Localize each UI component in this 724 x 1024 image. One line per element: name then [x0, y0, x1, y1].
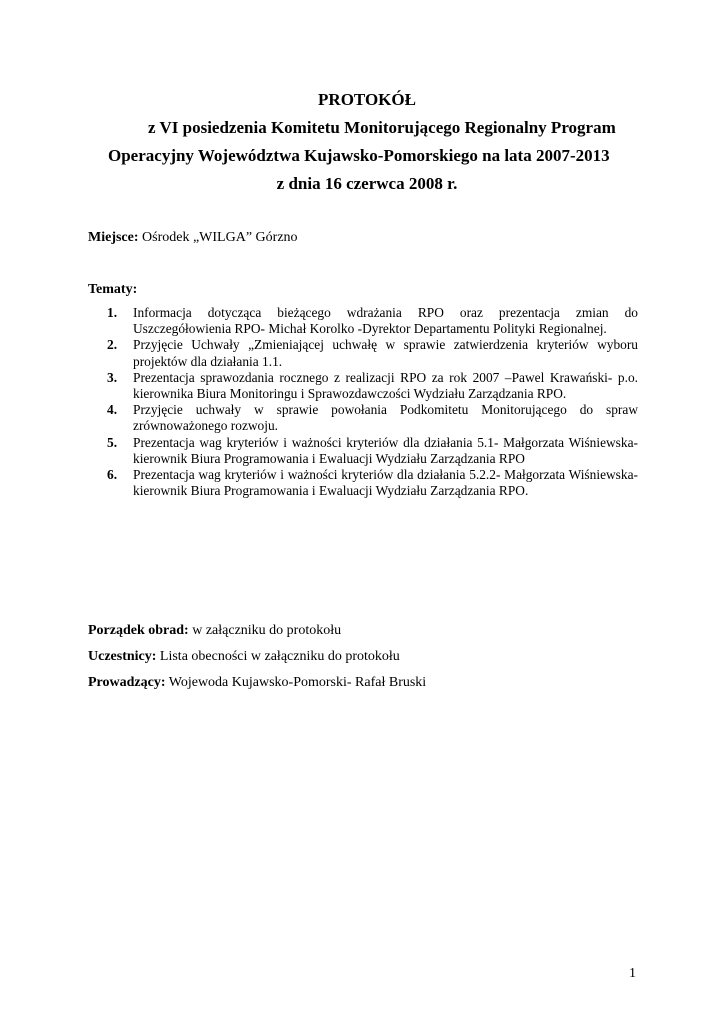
page-number: 1	[629, 966, 636, 981]
topic-number: 4.	[107, 402, 118, 418]
topic-number: 3.	[107, 369, 118, 385]
chair-label: Prowadzący:	[88, 675, 166, 690]
place-label: Miejsce:	[88, 230, 139, 245]
topic-item	[88, 467, 638, 499]
topic-text: Przyjęcie Uchwały „Zmieniającej uchwałę w sprawie zatwierdzenia kryteriów wyboru projektów dla działania 1.1.	[133, 337, 638, 369]
topic-number: 1.	[107, 305, 118, 320]
chair-value: Wojewoda Kujawsko-Pomorski- Rafał Bruski	[168, 675, 427, 690]
participants-label: Uczestnicy:	[88, 649, 157, 664]
title-line-1: PROTOKÓŁ	[318, 90, 416, 109]
title-line-2: z VI posiedzenia Komitetu Monitorującego Regionalny Program	[148, 118, 616, 137]
topic-number: 2.	[107, 337, 118, 353]
topic-text: Prezentacja wag kryteriów i ważności kryteriów dla działania 5.2.2- Małgorzata Wiśniewska-kierownik Biura Programowania i Ewaluacji Wydziału Zarządzania RPO.	[133, 467, 638, 499]
topic-text: Prezentacja wag kryteriów i ważności kryteriów dla działania 5.1- Małgorzata Wiśniewska-kierownik Biura Programowania i Ewaluacji Wydziału Zarządzania RPO	[133, 434, 638, 466]
document-title	[0, 86, 724, 198]
place-value: Ośrodek „WILGA” Górzno	[142, 230, 298, 245]
participants-field	[88, 648, 400, 666]
place-field	[88, 229, 298, 247]
topic-number: 5.	[107, 434, 118, 450]
topic-text: Przyjęcie uchwały w sprawie powołania Podkomitetu Monitorującego do spraw zrównoważonego rozwoju.	[133, 402, 638, 434]
topic-item	[88, 337, 638, 369]
topic-item	[88, 435, 638, 467]
topic-number: 6.	[107, 467, 118, 483]
chair-field	[88, 674, 426, 692]
topic-item	[88, 370, 638, 402]
topic-item	[88, 305, 638, 337]
title-line-3: Operacyjny Województwa Kujawsko-Pomorskiego na lata 2007-2013	[108, 146, 610, 165]
participants-value: Lista obecności w załączniku do protokołu	[159, 649, 400, 664]
agenda-value: w załączniku do protokołu	[188, 623, 342, 638]
topic-text: Prezentacja sprawozdania rocznego z realizacji RPO za rok 2007 –Pawel Krawański- p.o. kierownika Biura Monitoringu i Sprawozdawczości Wydziału Zarządzania RPO.	[133, 369, 638, 402]
agenda-field	[88, 622, 341, 640]
topics-list	[88, 305, 638, 499]
agenda-label: Porządek obrad:	[88, 623, 189, 638]
topic-text: Informacja dotycząca bieżącego wdrażania RPO oraz prezentacja zmian do Uszczegółowienia RPO- Michał Korolko -Dyrektor Departamentu Polityki Regionalnej.	[133, 305, 638, 337]
title-line-4: z dnia 16 czerwca 2008 r.	[276, 174, 458, 193]
topics-heading: Tematy:	[88, 282, 138, 297]
topic-item	[88, 402, 638, 434]
